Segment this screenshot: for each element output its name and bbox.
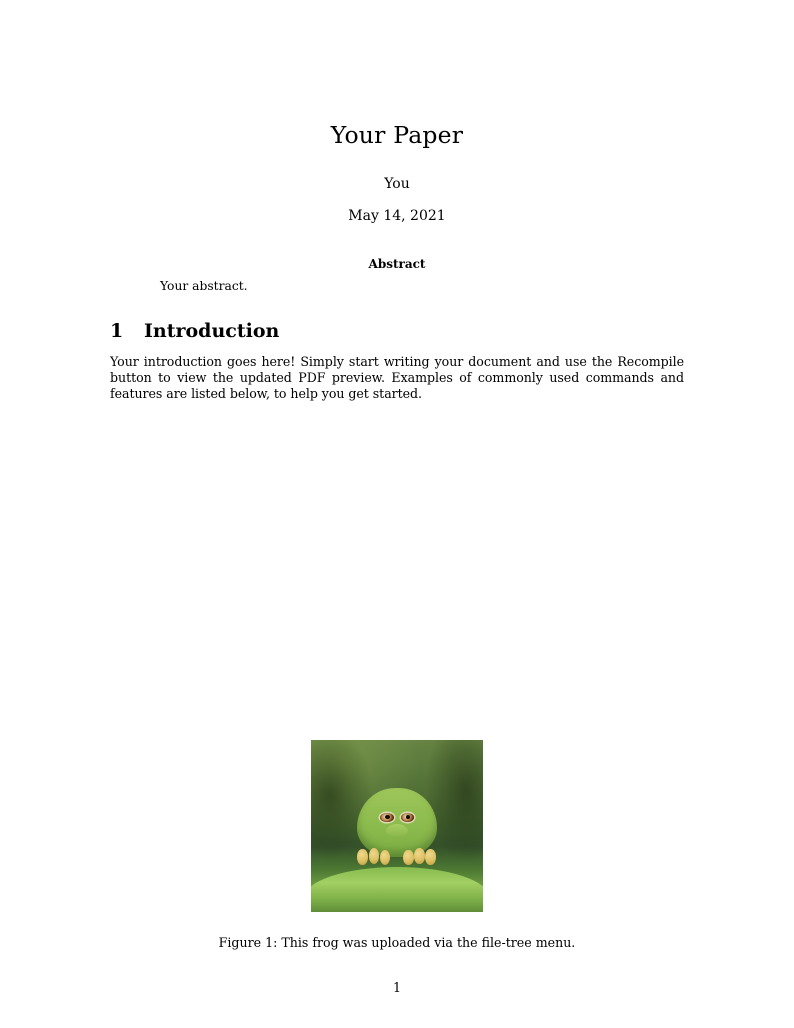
abstract-body: Your abstract. bbox=[160, 279, 248, 293]
document-date: May 14, 2021 bbox=[348, 208, 446, 224]
frog-right-eye bbox=[401, 813, 414, 822]
section-title: Introduction bbox=[144, 320, 280, 342]
photo-shadow-right bbox=[425, 740, 483, 864]
page-number: 1 bbox=[392, 980, 401, 995]
abstract-heading: Abstract bbox=[368, 257, 426, 271]
leaf-shape bbox=[311, 867, 483, 912]
frog-toe bbox=[403, 850, 413, 865]
frog-toes bbox=[357, 848, 436, 863]
frog-toe bbox=[357, 849, 367, 864]
frog-toe bbox=[414, 848, 424, 863]
frog-toe bbox=[425, 849, 435, 864]
frog-snout-shape bbox=[386, 824, 408, 836]
frog-right-pupil bbox=[406, 815, 411, 819]
frog-photo bbox=[311, 740, 483, 912]
frog-left-eye bbox=[380, 813, 393, 822]
document-author: You bbox=[384, 176, 410, 192]
frog-left-pupil bbox=[385, 815, 390, 819]
page-title: Your Paper bbox=[330, 121, 464, 149]
section-heading-introduction bbox=[110, 320, 684, 342]
document-body bbox=[110, 0, 684, 415]
section-number: 1 bbox=[110, 320, 124, 342]
frog-head-shape bbox=[357, 788, 436, 857]
section-body-introduction: Your introduction goes here! Simply start writing your document and use the Recompile button to view the updated PDF preview. Examples of commonly used commands and features are listed below, to help you get started. bbox=[110, 354, 684, 401]
frog-toe bbox=[380, 850, 390, 865]
frog-toe bbox=[369, 848, 379, 863]
figure-1 bbox=[110, 740, 684, 950]
figure-caption: Figure 1: This frog was uploaded via the file-tree menu. bbox=[218, 935, 576, 950]
